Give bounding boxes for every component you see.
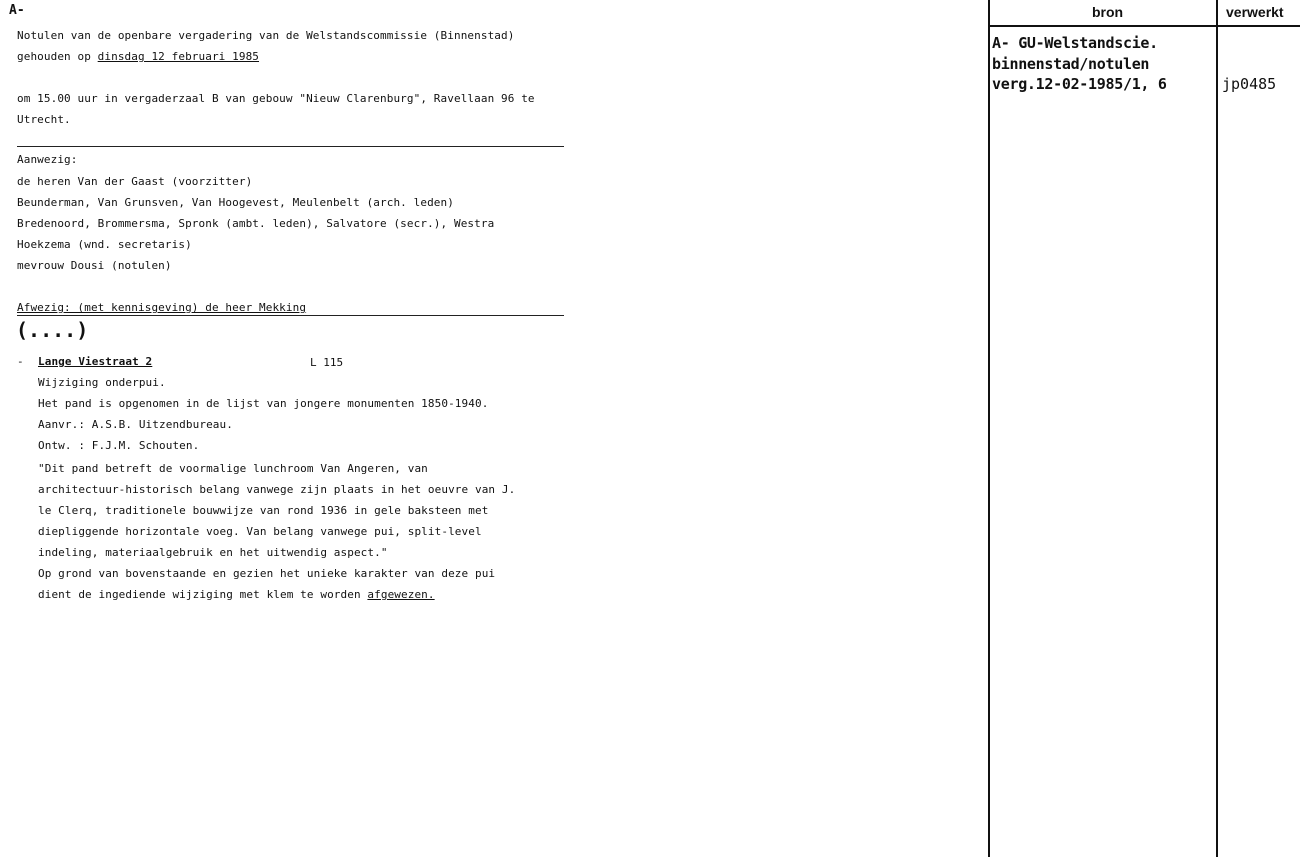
item-bullet: -: [17, 355, 24, 368]
title-line-1: Notulen van de openbare vergadering van de Welstandscommissie (Binnenstad): [17, 29, 515, 42]
item-title: Lange Viestraat 2: [38, 355, 153, 368]
column-header-verwerkt: verwerkt: [1226, 4, 1284, 20]
present-line: Bredenoord, Brommersma, Spronk (ambt. leden), Salvatore (secr.), Westra: [17, 217, 495, 230]
item-line-final: [38, 588, 435, 601]
item-reference: L 115: [310, 356, 344, 369]
panel-border-left: [988, 0, 990, 857]
present-line: Hoekzema (wnd. secretaris): [17, 238, 192, 251]
absent-line: Afwezig: (met kennisgeving) de heer Mekking: [17, 301, 307, 314]
source-stamp-line: verg.12-02-1985/1, 6: [992, 75, 1167, 93]
panel-header-divider: [989, 25, 1300, 27]
item-line: Op grond van bovenstaande en gezien het unieke karakter van deze pui: [38, 567, 496, 580]
item-line: le Clerq, traditionele bouwwijze van rond 1936 in gele baksteen met: [38, 504, 489, 517]
ellipsis: (....): [16, 318, 89, 342]
meeting-date: dinsdag 12 februari 1985: [97, 50, 260, 63]
title-line-2: [17, 50, 259, 63]
item-line: Het pand is opgenomen in de lijst van jongere monumenten 1850-1940.: [38, 397, 489, 410]
panel-column-divider: [1216, 0, 1218, 857]
column-header-bron: bron: [1092, 4, 1124, 20]
location-line-1: om 15.00 uur in vergaderzaal B van gebouw "Nieuw Clarenburg", Ravellaan 96 te: [17, 92, 535, 105]
item-line: indeling, materiaalgebruik en het uitwendig aspect.": [38, 546, 388, 559]
present-line: mevrouw Dousi (notulen): [17, 259, 172, 272]
item-line: "Dit pand betreft de voormalige lunchroom Van Angeren, van: [38, 462, 428, 475]
held-on-label: gehouden op: [17, 50, 98, 63]
decision-rejected: afgewezen.: [367, 588, 435, 601]
item-line: diepliggende horizontale voeg. Van belang vanwege pui, split-level: [38, 525, 482, 538]
final-text: dient de ingediende wijziging met klem te worden: [38, 588, 368, 601]
divider-2: [17, 315, 564, 316]
location-line-2: Utrecht.: [17, 113, 71, 126]
document-code: A-: [9, 3, 25, 18]
item-line: Aanvr.: A.S.B. Uitzendbureau.: [38, 418, 233, 431]
source-stamp-line: A- GU-Welstandscie.: [992, 34, 1158, 52]
source-stamp-line: binnenstad/notulen: [992, 55, 1150, 73]
present-line: de heren Van der Gaast (voorzitter): [17, 175, 253, 188]
present-line: Beunderman, Van Grunsven, Van Hoogevest, Meulenbelt (arch. leden): [17, 196, 454, 209]
item-line: Wijziging onderpui.: [38, 376, 166, 389]
item-line: Ontw. : F.J.M. Schouten.: [38, 439, 200, 452]
divider-1: [17, 146, 564, 147]
processed-code: jp0485: [1222, 75, 1277, 93]
present-heading: Aanwezig:: [17, 153, 78, 166]
item-line: architectuur-historisch belang vanwege zijn plaats in het oeuvre van J.: [38, 483, 516, 496]
